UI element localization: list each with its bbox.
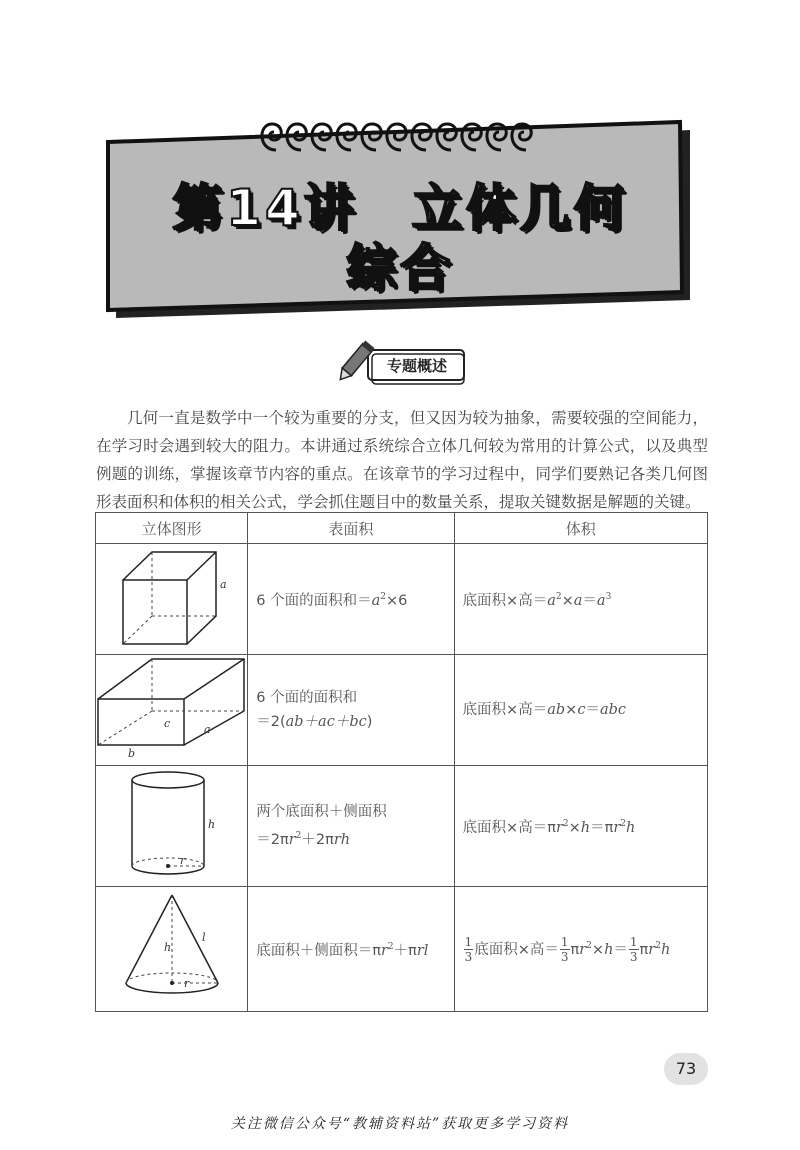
- formula-text: ＝2π: [256, 832, 289, 848]
- formula-text: 底面积×高＝: [462, 593, 548, 609]
- radius-label-r: r: [180, 854, 186, 867]
- formula-exp: 2: [380, 592, 386, 602]
- table-header-row: [96, 513, 708, 544]
- cone-surface-area: [248, 887, 454, 1012]
- cone-figure-cell: [96, 887, 248, 1012]
- formula-exp: 2: [655, 940, 661, 951]
- formula-text: ＝: [582, 593, 597, 609]
- formula-line: 6 个面的面积和: [256, 690, 358, 706]
- formula-var: r: [613, 820, 621, 836]
- fraction-one-third: [629, 935, 639, 964]
- formula-var: r: [380, 943, 388, 959]
- formula-var: a: [371, 593, 381, 609]
- formula-var: c: [577, 702, 586, 718]
- section-title: 专题概述: [386, 357, 447, 375]
- formula-exp: 2: [586, 940, 592, 951]
- formula-text: ×: [568, 820, 581, 836]
- formula-text: 底面积×高＝: [474, 941, 559, 958]
- formula-var: ab: [547, 702, 566, 718]
- formula-text: ＝: [613, 941, 628, 958]
- edge-label-a: a: [204, 723, 211, 736]
- cuboid-figure-cell: [96, 655, 248, 766]
- formula-var: r: [579, 941, 587, 958]
- chapter-title-line-2: 综合: [346, 239, 454, 297]
- formula-text: ×: [565, 702, 578, 718]
- formula-text: ＝π: [590, 820, 614, 836]
- formula-var: abc: [599, 702, 626, 718]
- formula-text: ×6: [385, 593, 408, 609]
- table-row: [96, 655, 708, 766]
- formula-var: h: [626, 820, 636, 836]
- formula-line: [256, 824, 453, 852]
- header-shape: 立体图形: [96, 513, 248, 544]
- formula-exp: 2: [620, 819, 627, 829]
- formula-text: ＋2π: [301, 832, 334, 848]
- formula-text: 6 个面的面积和＝: [256, 593, 372, 609]
- formula-line: [256, 710, 453, 734]
- cone-figure: [96, 887, 246, 1007]
- formula-var: a: [547, 593, 556, 609]
- cuboid-figure: [96, 655, 246, 761]
- formula-var: h: [604, 941, 614, 958]
- formula-text: 底面积×高＝π: [462, 820, 556, 836]
- fraction-denominator: 3: [464, 950, 473, 965]
- fraction-one-third: [560, 935, 570, 964]
- formula-var: r: [288, 832, 296, 848]
- formula-text: 底面积＋侧面积＝π: [256, 943, 381, 959]
- formula-exp: 3: [605, 592, 612, 602]
- formula-text: ×: [561, 593, 574, 609]
- formula-var: r: [648, 941, 656, 958]
- cylinder-surface-area: [248, 766, 454, 887]
- formula-table: [95, 512, 708, 1012]
- page-number: 73: [664, 1053, 708, 1085]
- cuboid-surface-area: [248, 655, 454, 766]
- formula-var: h: [580, 820, 591, 836]
- formula-text: 底面积×高＝: [462, 702, 548, 718]
- formula-exp: 2: [562, 819, 569, 829]
- fraction-denominator: 3: [629, 950, 638, 965]
- formula-text: ×: [591, 941, 605, 958]
- fraction-one-third: [464, 935, 474, 964]
- header-volume: 体积: [454, 513, 707, 544]
- edge-label-b: b: [128, 747, 136, 760]
- table-row: [96, 887, 708, 1012]
- formula-var: rl: [416, 943, 429, 959]
- formula-var: rh: [333, 832, 351, 848]
- formula-exp: 2: [295, 831, 302, 841]
- chapter-banner: [0, 0, 800, 340]
- table-row: [96, 544, 708, 655]
- slant-label-l: l: [202, 931, 206, 944]
- edge-label-c: c: [164, 717, 171, 730]
- section-tag: [338, 340, 466, 390]
- formula-var: a: [573, 593, 583, 609]
- cylinder-volume: [454, 766, 707, 887]
- formula-text: ＝: [585, 702, 600, 718]
- intro-paragraph: 几何一直是数学中一个较为重要的分支，但又因为较为抽象，需要较强的空间能力，在学习时会遇到较大的阻力。本讲通过系统综合立体几何较为常用的计算公式，以及典型例题的训练，掌握该章节内容的重点。在该章节的学习过程中，同学们要熟记各类几何图形表面积和体积的相关公式，学会抓住题目中的数量关系，提取关键数据是解题的关键。: [96, 409, 708, 511]
- formula-text: ＋π: [393, 943, 417, 959]
- formula-text: π: [639, 941, 649, 958]
- formula-text: ＝2(: [256, 714, 286, 730]
- fraction-denominator: 3: [560, 950, 569, 965]
- table-row: [96, 766, 708, 887]
- radius-label-r: r: [184, 977, 190, 990]
- cuboid-volume: [454, 655, 707, 766]
- formula-text: ): [366, 714, 373, 730]
- cube-surface-area: [248, 544, 454, 655]
- fraction-numerator: 1: [560, 935, 569, 950]
- formula-exp: 2: [387, 942, 394, 952]
- formula-var: ab＋ac＋bc: [285, 714, 367, 730]
- fraction-numerator: 1: [629, 935, 638, 950]
- formula-var: r: [555, 820, 563, 836]
- chapter-title-line-1: 第14讲 立体几何: [172, 179, 628, 237]
- cylinder-figure: [96, 766, 246, 882]
- edge-label-a: a: [220, 578, 227, 591]
- cube-figure-cell: [96, 544, 248, 655]
- formula-exp: 2: [555, 592, 562, 602]
- formula-text: π: [570, 941, 580, 958]
- height-label-h: h: [164, 941, 172, 954]
- footer-note: 关注微信公众号“教辅资料站”获取更多学习资料: [230, 1116, 570, 1132]
- height-label-h: h: [208, 818, 216, 831]
- header-surface-area: 表面积: [248, 513, 454, 544]
- cube-volume: [454, 544, 707, 655]
- formula-var: h: [660, 941, 671, 958]
- formula-var: a: [596, 593, 606, 609]
- cylinder-figure-cell: [96, 766, 248, 887]
- fraction-numerator: 1: [464, 935, 473, 950]
- cube-figure: [96, 544, 246, 650]
- cone-volume: [454, 887, 707, 1012]
- formula-line: 两个底面积＋侧面积: [256, 804, 387, 820]
